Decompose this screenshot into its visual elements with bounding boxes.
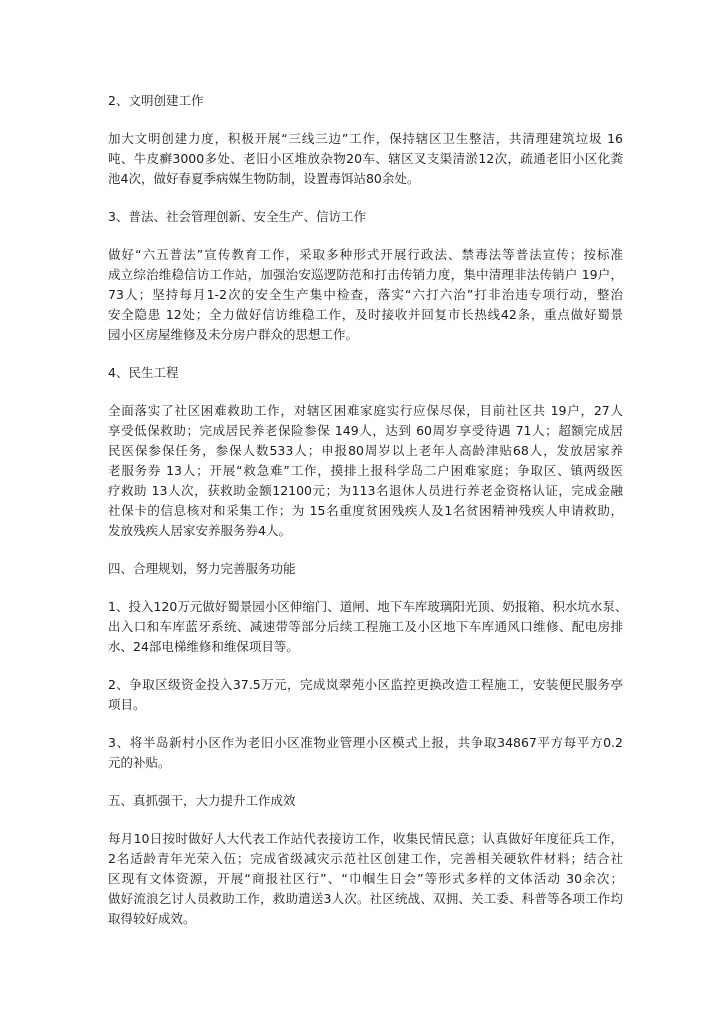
paragraph — [108, 597, 628, 657]
paragraph — [108, 401, 623, 541]
text-line: 做好“六五普法”宣传教育工作，采取多种形式开展行政法、禁毒法等普法宣传；按标准 — [108, 247, 623, 262]
text-line: 73人；坚持每月1-2次的安全生产集中检查，落实“六打六治”打非治违专项行动，整治 — [108, 287, 623, 302]
section-heading: 五、真抓强干，大力提升工作成效 — [108, 793, 296, 808]
paragraph — [108, 245, 623, 345]
text-line: 享受低保救助；完成居民养老保险参保 149人，达到 60周岁享受待遇 71人；超额完成居 — [108, 423, 623, 438]
paragraph — [108, 129, 623, 189]
section-civilization — [108, 91, 623, 189]
text-line: 民医保参保任务，参保人数533人；申报80周岁以上老年人高龄津贴68人，发放居家养 — [108, 443, 623, 458]
text-line: 元的补贴。 — [108, 755, 171, 770]
text-line: 社保卡的信息核对和采集工作；为 15名重度贫困残疾人及1名贫困精神残疾人申请救助， — [108, 503, 623, 518]
section-planning-item-1 — [108, 597, 628, 657]
text-line: 安全隐患 12处；全力做好信访维稳工作，及时接收并回复市长热线42条，重点做好蜀景 — [108, 307, 623, 322]
text-line: 加大文明创建力度，积极开展“三线三边”工作，保持辖区卫生整洁，共清理建筑垃圾 16 — [108, 131, 623, 146]
section-planning-item-2 — [108, 675, 623, 715]
section-effectiveness — [108, 791, 623, 929]
section-heading: 四、合理规划，努力完善服务功能 — [108, 561, 296, 576]
section-livelihood — [108, 363, 623, 541]
text-line: 发放残疾人居家安养服务券4人。 — [108, 523, 291, 538]
section-heading: 2、文明创建工作 — [108, 93, 204, 108]
text-line: 2、争取区级资金投入37.5万元，完成岚翠苑小区监控更换改造工程施工，安装便民服务亭 — [108, 677, 623, 692]
text-line: 池4次，做好春夏季病媒生物防制，设置毒饵站80余处。 — [108, 171, 420, 186]
paragraph — [108, 733, 623, 773]
text-line: 1、投入120万元做好蜀景园小区伸缩门、道闸、地下车库玻璃阳光顶、奶报箱、积水坑水泵、 — [108, 599, 628, 614]
section-planning-item-3 — [108, 733, 623, 773]
text-line: 全面落实了社区困难救助工作，对辖区困难家庭实行应保尽保，目前社区共 19户，27人 — [108, 403, 623, 418]
text-line: 做好流浪乞讨人员救助工作，救助遣送3人次。社区统战、双拥、关工委、科普等各项工作均 — [108, 891, 623, 906]
text-line: 吨、牛皮癣3000多处、老旧小区堆放杂物20车、辖区叉支渠清淤12次，疏通老旧小区化粪 — [108, 151, 623, 166]
paragraph — [108, 829, 623, 929]
text-line: 老服务券 13人；开展“救急难”工作，摸排上报科学岛二户困难家庭；争取区、镇两级医 — [108, 463, 623, 478]
text-line: 成立综治维稳信访工作站，加强治安巡逻防范和打击传销力度，集中清理非法传销户 19户， — [108, 267, 623, 282]
text-line: 水、24部电梯维修和维保项目等。 — [108, 639, 299, 654]
section-heading: 4、民生工程 — [108, 365, 179, 380]
text-line: 项目。 — [108, 697, 146, 712]
text-line: 区现有文体资源，开展“商报社区行”、“巾帼生日会”等形式多样的文体活动 30余次； — [108, 871, 623, 886]
section-law-safety — [108, 207, 623, 345]
text-line: 3、将半岛新村小区作为老旧小区准物业管理小区模式上报，共争取34867平方每平方0.2 — [108, 735, 623, 750]
text-line: 疗救助 13人次，获救助金额12100元；为113名退休人员进行养老金资格认证，完成金融 — [108, 483, 623, 498]
text-line: 取得较好成效。 — [108, 911, 196, 926]
text-line: 2名适龄青年光荣入伍；完成省级减灾示范社区创建工作，完善相关硬软件材料；结合社 — [108, 851, 623, 866]
text-line: 园小区房屋维修及未分房户群众的思想工作。 — [108, 327, 359, 342]
text-line: 每月10日按时做好人大代表工作站代表接访工作，收集民情民意；认真做好年度征兵工作， — [108, 831, 623, 846]
section-heading: 3、普法、社会管理创新、安全生产、信访工作 — [108, 209, 366, 224]
text-line: 出入口和车库蓝牙系统、减速带等部分后续工程施工及小区地下车库通风口维修、配电房排 — [108, 619, 623, 634]
paragraph — [108, 675, 623, 715]
document-page — [108, 91, 628, 947]
section-planning — [108, 559, 623, 579]
